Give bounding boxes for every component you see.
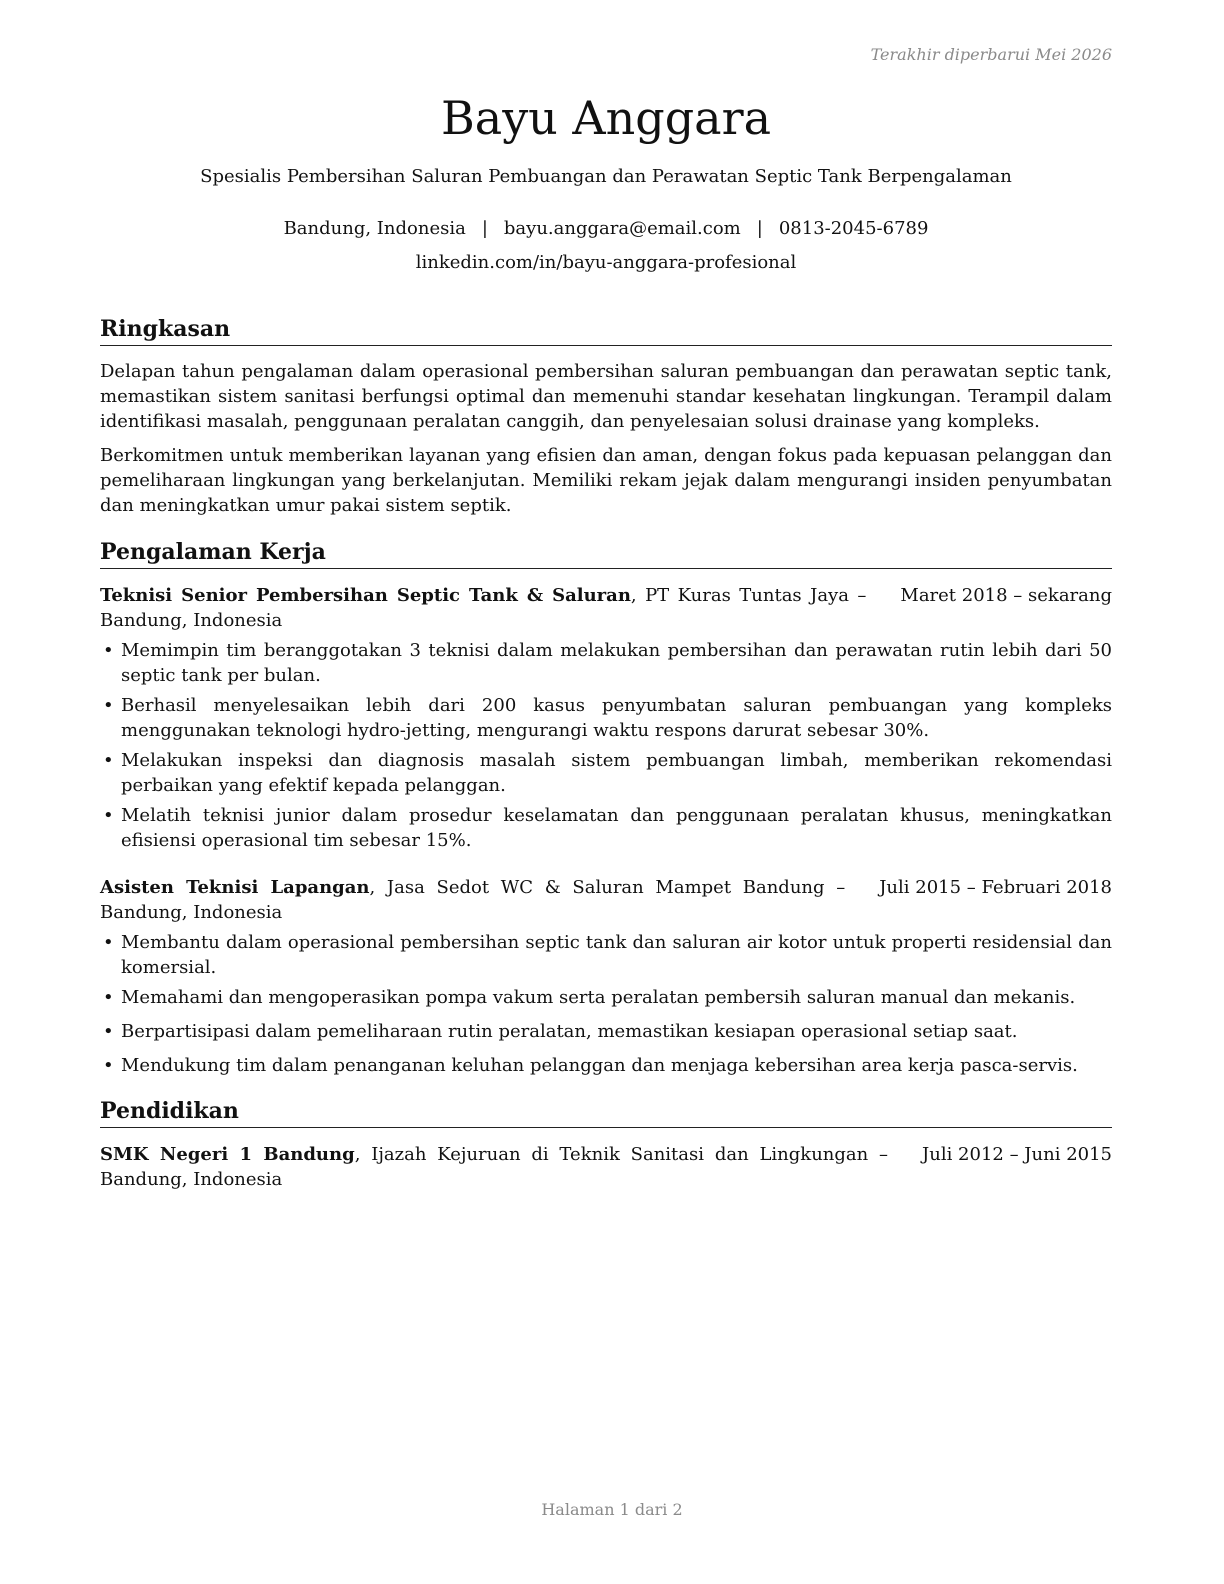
- experience-section: [100, 537, 1112, 1078]
- bullet-icon: •: [103, 640, 114, 661]
- education-school-degree: [100, 1142, 888, 1192]
- list-item: [100, 1019, 1112, 1044]
- bullet-icon: •: [103, 805, 114, 826]
- bullet-icon: •: [103, 1021, 114, 1042]
- job-dates: Juli 2015 – Februari 2018: [879, 877, 1112, 898]
- bullet-icon: •: [103, 932, 114, 953]
- job-header: [100, 875, 1112, 925]
- bullet-icon: •: [103, 987, 114, 1008]
- bullet-icon: •: [103, 695, 114, 716]
- summary-section: [100, 314, 1112, 518]
- job-title-company: [100, 875, 845, 925]
- bullet-text: Melatih teknisi junior dalam prosedur keselamatan dan penggunaan peralatan khusus, meningkatkan efisiensi operasional tim sebesar 15%.: [121, 805, 1112, 851]
- list-item: [100, 1053, 1112, 1078]
- page-number: Halaman 1 dari 2: [541, 1500, 683, 1519]
- bullet-text: Berpartisipasi dalam pemeliharaan rutin peralatan, memastikan kesiapan operasional setiap saat.: [121, 1021, 1018, 1042]
- bullet-text: Memahami dan mengoperasikan pompa vakum serta peralatan pembersih saluran manual dan mekanis.: [121, 987, 1076, 1008]
- job-role: Teknisi Senior Pembersihan Septic Tank & Saluran: [100, 585, 631, 606]
- section-title-experience: Pengalaman Kerja: [100, 537, 1112, 569]
- summary-paragraph: Delapan tahun pengalaman dalam operasional pembersihan saluran pembuangan dan perawatan septic tank, memastikan sistem sanitasi berfungsi optimal dan memenuhi standar kesehatan lingkungan. Terampil dalam identifikasi masalah, penggunaan peralatan canggih, dan penyelesaian solusi drainase yang kompleks.: [100, 361, 1112, 432]
- candidate-name: Bayu Anggara: [440, 91, 772, 145]
- job-header: [100, 583, 1112, 633]
- bullet-text: Memimpin tim beranggotakan 3 teknisi dalam melakukan pembersihan dan perawatan rutin lebih dari 50 septic tank per bulan.: [121, 640, 1112, 686]
- section-title-education: Pendidikan: [100, 1096, 1112, 1128]
- job-title-company: [100, 583, 866, 633]
- job-bullet-list: [100, 930, 1112, 1078]
- bullet-text: Mendukung tim dalam penanganan keluhan pelanggan dan menjaga kebersihan area kerja pasca-servis.: [121, 1055, 1078, 1076]
- bullet-text: Berhasil menyelesaikan lebih dari 200 kasus penyumbatan saluran pembuangan yang kompleks menggunakan teknologi hydro-jetting, mengurangi waktu respons darurat sebesar 30%.: [121, 695, 1112, 741]
- phone-text: 0813-2045-6789: [778, 218, 929, 239]
- list-item: [100, 693, 1112, 743]
- job-dates: Maret 2018 – sekarang: [900, 585, 1112, 606]
- job-company: , Jasa Sedot WC & Saluran Mampet Bandung – Bandung, Indonesia: [100, 877, 846, 923]
- list-item: [100, 748, 1112, 798]
- last-updated-note: Terakhir diperbarui Mei 2026: [870, 45, 1112, 64]
- list-item: [100, 638, 1112, 688]
- bullet-icon: •: [103, 750, 114, 771]
- contact-line: [100, 216, 1112, 242]
- degree-detail: , Ijazah Kejuruan di Teknik Sanitasi dan Lingkungan – Bandung, Indonesia: [100, 1144, 889, 1190]
- education-entry: [100, 1142, 1112, 1192]
- bullet-icon: •: [103, 1055, 114, 1076]
- job-bullet-list: [100, 638, 1112, 853]
- list-item: [100, 930, 1112, 980]
- separator: |: [756, 218, 763, 239]
- candidate-headline: Spesialis Pembersihan Saluran Pembuangan dan Perawatan Septic Tank Berpengalaman: [200, 166, 1012, 187]
- separator: |: [481, 218, 488, 239]
- section-title-summary: Ringkasan: [100, 314, 1112, 346]
- email-link[interactable]: bayu.anggara@email.com: [503, 218, 741, 239]
- job-role: Asisten Teknisi Lapangan: [100, 877, 370, 898]
- bullet-text: Membantu dalam operasional pembersihan septic tank dan saluran air kotor untuk properti residensial dan komersial.: [121, 932, 1112, 978]
- job-company: , PT Kuras Tuntas Jaya – Bandung, Indonesia: [100, 585, 867, 631]
- summary-paragraph: Berkomitmen untuk memberikan layanan yang efisien dan aman, dengan fokus pada kepuasan pelanggan dan pemeliharaan lingkungan yang berkelanjutan. Memiliki rekam jejak dalam mengurangi insiden penyumbatan dan meningkatkan umur pakai sistem septik.: [100, 445, 1112, 516]
- bullet-text: Melakukan inspeksi dan diagnosis masalah sistem pembuangan limbah, memberikan rekomendasi perbaikan yang efektif kepada pelanggan.: [121, 750, 1112, 796]
- school-name: SMK Negeri 1 Bandung: [100, 1144, 355, 1165]
- location-text: Bandung, Indonesia: [283, 218, 466, 239]
- list-item: [100, 985, 1112, 1010]
- education-dates: Juli 2012 – Juni 2015: [922, 1144, 1112, 1165]
- linkedin-link[interactable]: linkedin.com/in/bayu-anggara-profesional: [415, 252, 797, 273]
- resume-page: [100, 0, 1112, 1192]
- education-section: [100, 1096, 1112, 1192]
- list-item: [100, 803, 1112, 853]
